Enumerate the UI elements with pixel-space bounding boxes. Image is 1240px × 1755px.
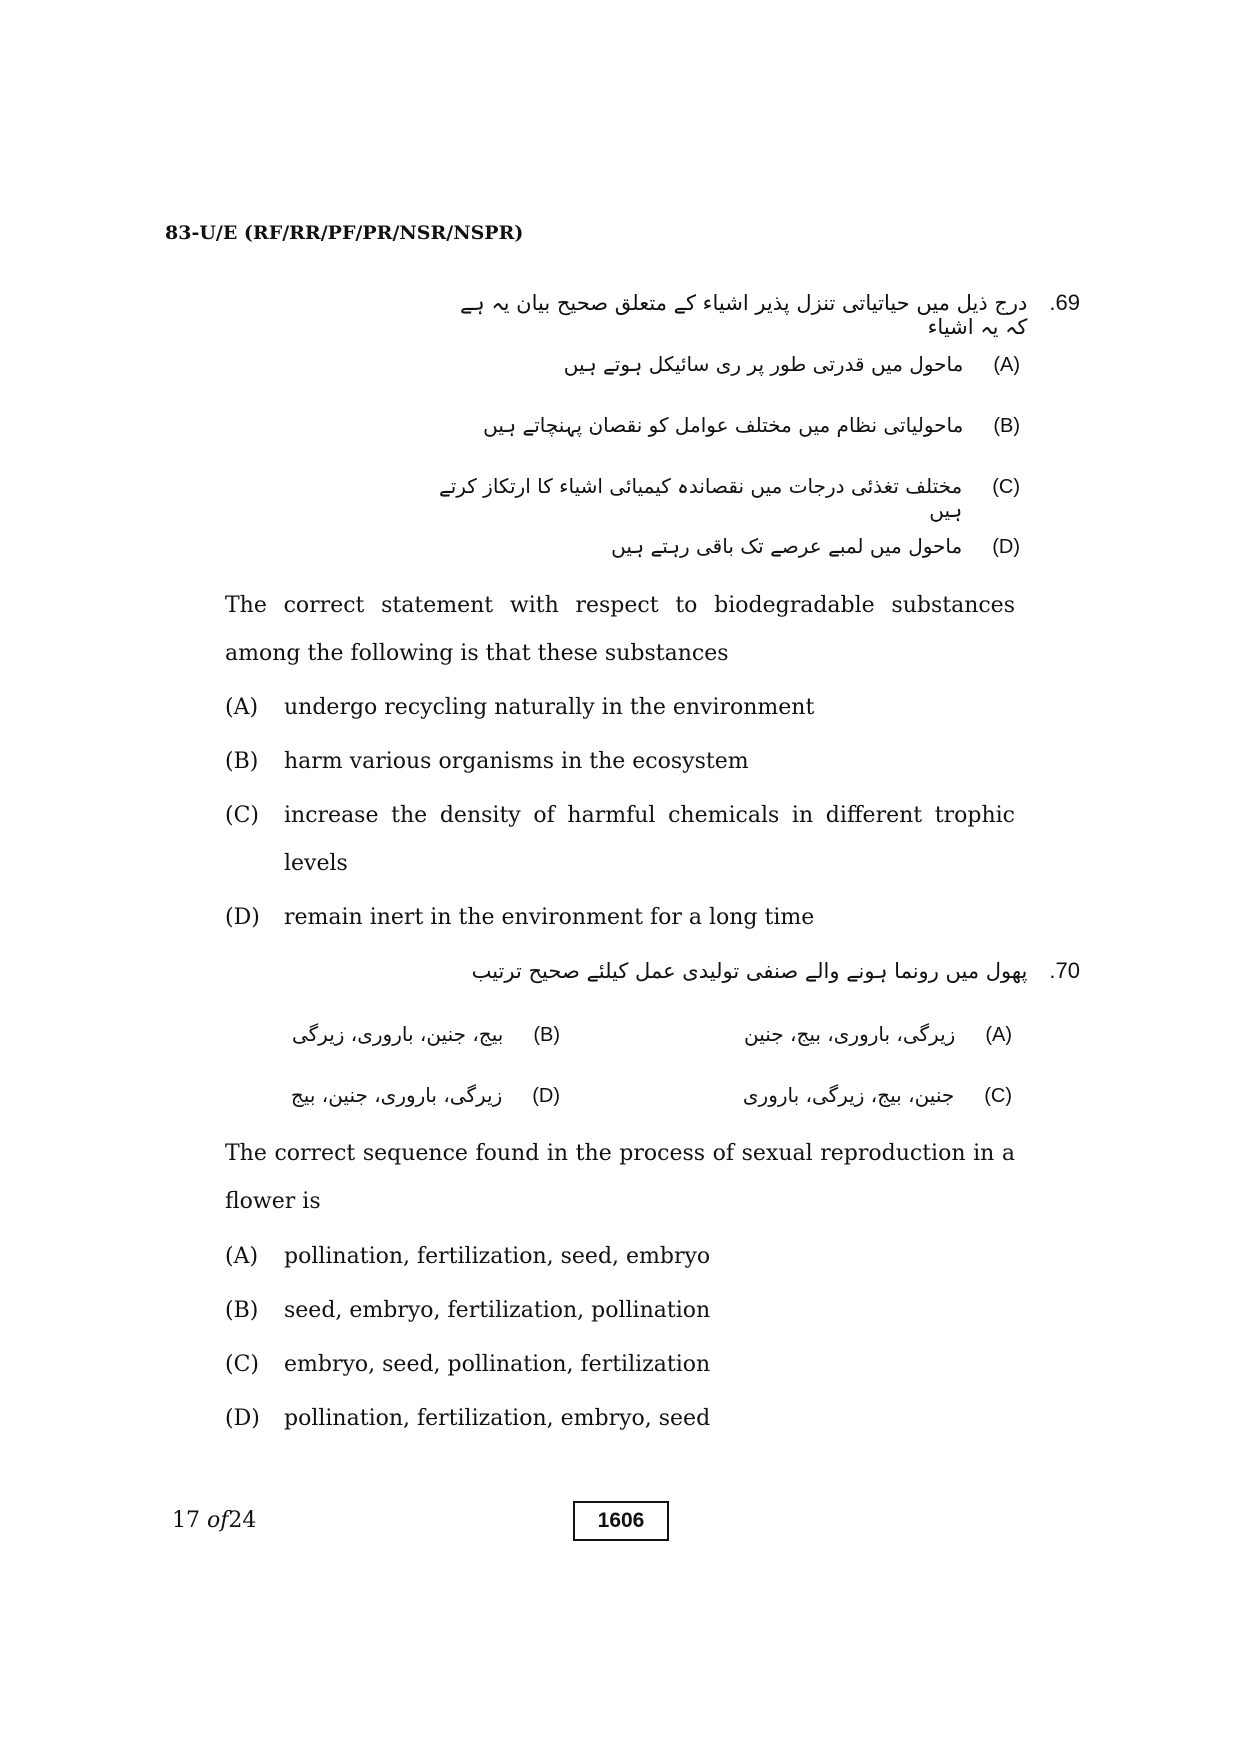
- page-of: of: [207, 1508, 229, 1533]
- option-label: (B): [225, 1298, 259, 1323]
- q69-urdu-stem: [440, 290, 1080, 339]
- q69-urdu-option-b: [420, 413, 1020, 438]
- option-label: (B): [225, 749, 259, 774]
- option-label: (C): [225, 1352, 259, 1377]
- option-label: (D): [992, 536, 1020, 558]
- option-label: (A): [993, 354, 1020, 376]
- q69-english-option-b: [225, 738, 1015, 786]
- q69-english-option-d: [225, 894, 1015, 942]
- option-text: ماحولیاتی نظام میں مختلف عوامل کو نقصان پہنچاتے ہیں: [483, 413, 964, 437]
- option-label: (D): [532, 1085, 560, 1107]
- booklet-code-box: 1606: [573, 1501, 669, 1541]
- option-label: (C): [225, 803, 259, 828]
- option-text: undergo recycling naturally in the environment: [284, 695, 815, 720]
- option-text: harm various organisms in the ecosystem: [284, 749, 749, 774]
- q70-english-option-c: [225, 1341, 1015, 1389]
- q69-number: .69: [1049, 290, 1080, 315]
- q70-english-stem: The correct sequence found in the process of sexual reproduction in a flower is: [225, 1141, 1015, 1214]
- option-text: بیج، جنین، باروری، زیرگی: [291, 1022, 504, 1046]
- q69-urdu-option-c: [420, 474, 1020, 522]
- option-text: مختلف تغذئی درجات میں نقصاندہ کیمیائی اشیاء کا ارتکاز کرتے ہیں: [438, 474, 963, 522]
- option-text: embryo, seed, pollination, fertilization: [284, 1352, 711, 1377]
- option-label: (C): [984, 1085, 1012, 1107]
- q69-english-option-a: [225, 684, 1015, 732]
- option-text: زیرگی، باروری، جنین، بیج: [290, 1083, 503, 1107]
- option-label: (A): [225, 695, 259, 720]
- q70-english-option-a: [225, 1233, 1015, 1281]
- q69-english-stem: The correct statement with respect to biodegradable substances among the following is that these substances: [225, 593, 1015, 666]
- q70-urdu-option-a: [744, 1022, 1012, 1047]
- option-label: (D): [225, 1406, 260, 1431]
- option-text: remain inert in the environment for a long time: [284, 905, 815, 930]
- option-text: ماحول میں قدرتی طور پر ری سائیکل ہوتے ہیں: [563, 352, 964, 376]
- option-text: pollination, fertilization, seed, embryo: [284, 1244, 711, 1269]
- page-current: 17: [172, 1508, 200, 1533]
- q69-urdu-option-a: [420, 352, 1020, 377]
- option-label: (A): [985, 1024, 1012, 1046]
- option-text: زیرگی، باروری، بیج، جنین: [743, 1022, 956, 1046]
- option-label: (A): [225, 1244, 259, 1269]
- option-text: increase the density of harmful chemicals in different trophic levels: [284, 803, 1015, 876]
- q70-english-option-d: [225, 1395, 1015, 1443]
- q70-number: .70: [1049, 958, 1080, 983]
- option-text: ماحول میں لمبے عرصے تک باقی رہتے ہیں: [611, 534, 963, 558]
- option-label: (D): [225, 905, 260, 930]
- q69-urdu-option-d: [420, 534, 1020, 559]
- option-text: جنین، بیج، زیرگی، باروری: [742, 1083, 955, 1107]
- option-label: (B): [533, 1024, 560, 1046]
- option-text: pollination, fertilization, embryo, seed: [284, 1406, 711, 1431]
- q69-english-option-c: [225, 792, 1015, 888]
- q70-urdu-stem-text: پھول میں رونما ہونے والے صنفی تولیدی عمل کیلئے صحیح ترتیب: [471, 959, 1028, 983]
- q70-urdu-option-b: [292, 1022, 560, 1047]
- page-number: [172, 1508, 256, 1533]
- q70-urdu-stem: [440, 958, 1080, 984]
- q70-urdu-option-c: [743, 1083, 1012, 1108]
- page-total: 24: [228, 1508, 257, 1533]
- option-label: (C): [992, 476, 1020, 498]
- q70-urdu-option-d: [291, 1083, 560, 1108]
- paper-code-header: 83-U/E (RF/RR/PF/PR/NSR/NSPR): [165, 222, 524, 244]
- q69-urdu-stem-text: درج ذیل میں حیاتیاتی تنزل پذیر اشیاء کے متعلق صحیح بیان یہ ہے کہ یہ اشیاء: [460, 291, 1028, 339]
- option-text: seed, embryo, fertilization, pollination: [284, 1298, 711, 1323]
- q70-english-option-b: [225, 1287, 1015, 1335]
- option-label: (B): [993, 415, 1020, 437]
